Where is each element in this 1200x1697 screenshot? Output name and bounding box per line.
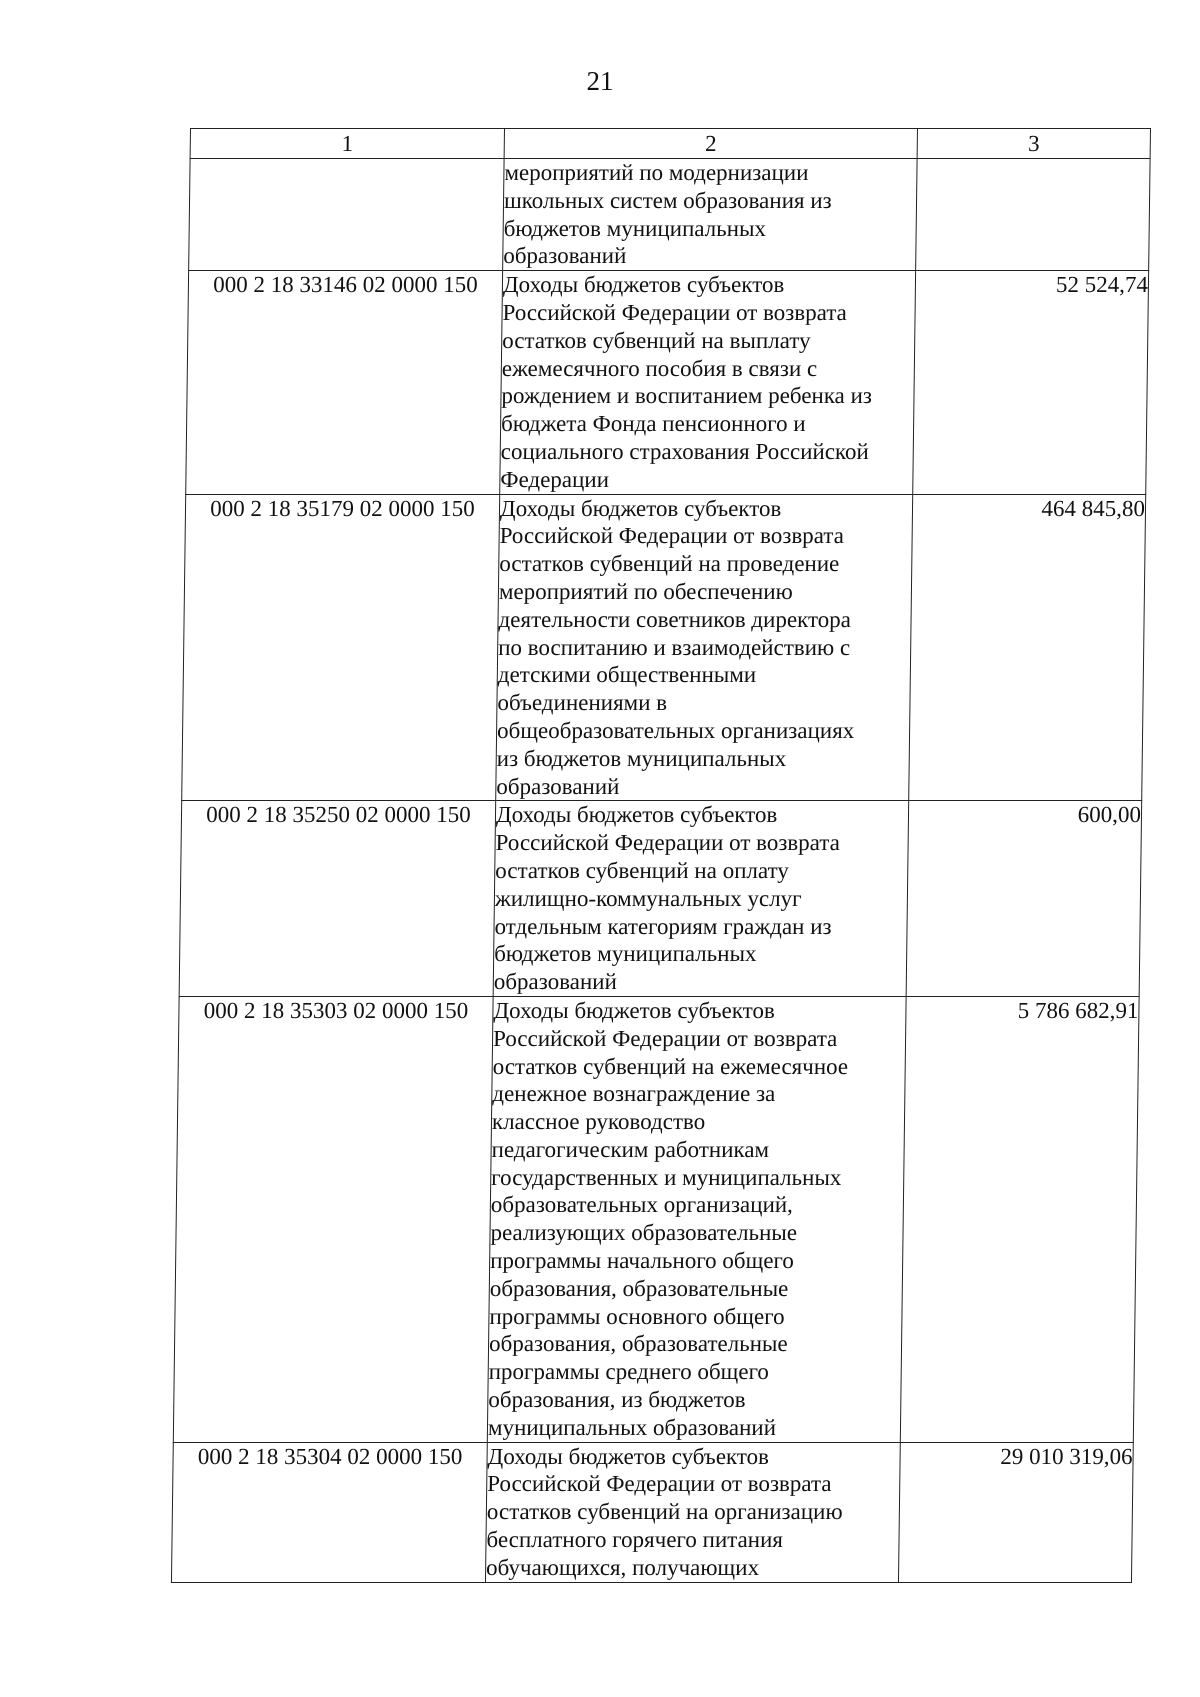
row-amount: 52 524,74 (913, 271, 1149, 494)
table-row (186, 271, 1149, 494)
description-line: педагогическим работникам (491, 1136, 770, 1162)
row-description (500, 271, 916, 494)
description-line: образования, образовательные (489, 1275, 789, 1301)
description-line: детскими общественными (497, 662, 757, 688)
description-line: обучающихся, получающих (485, 1554, 760, 1580)
description-line: Российской Федерации от возврата (499, 523, 845, 549)
row-amount: 29 010 319,06 (898, 1442, 1133, 1582)
table-body (171, 159, 1150, 1583)
description-line: Российской Федерации от возврата (502, 299, 848, 325)
description-line: деятельности советников директора (498, 606, 852, 632)
row-code: 000 2 18 35179 02 0000 150 (182, 494, 500, 801)
description-line: образовательных организаций, (490, 1192, 794, 1218)
description-line: жилищно-коммунальных услуг (494, 885, 802, 911)
description-line: бюджетов муниципальных (494, 941, 757, 967)
description-line: образований (496, 773, 620, 799)
description-line: Федерации (500, 466, 610, 492)
row-code: 000 2 18 35304 02 0000 150 (171, 1442, 487, 1582)
description-line: остатков субвенций на ежемесячное (492, 1053, 849, 1079)
description-line: остатков субвенций на организацию (486, 1499, 843, 1525)
row-description (485, 1442, 900, 1582)
row-code: 000 2 18 35303 02 0000 150 (173, 996, 493, 1442)
row-amount: 464 845,80 (909, 494, 1146, 801)
document-sheet (171, 128, 1150, 1583)
description-line: образований (493, 969, 618, 995)
description-line: денежное вознаграждение за (492, 1081, 776, 1107)
table-header-row (190, 129, 1150, 159)
description-line: Доходы бюджетов субъектов (487, 1443, 770, 1469)
description-line: образований (503, 243, 627, 269)
description-line: школьных систем образования из (503, 187, 832, 213)
description-line: объединениями в (497, 690, 668, 716)
row-description (503, 159, 917, 271)
description-line: программы среднего общего (488, 1359, 770, 1385)
description-line: из бюджетов муниципальных (496, 745, 787, 771)
description-line: рождением и воспитанием ребенка из (501, 383, 873, 409)
row-code: 000 2 18 33146 02 0000 150 (186, 271, 503, 494)
description-line: остатков субвенций на выплату (502, 327, 811, 353)
description-line: мероприятий по обеспечению (498, 578, 793, 604)
description-line: реализующих образовательные (490, 1220, 798, 1246)
description-line: ежемесячного пособия в связи с (501, 355, 818, 381)
row-description (496, 494, 913, 801)
revenue-table (171, 128, 1151, 1583)
row-amount: 5 786 682,91 (900, 996, 1139, 1442)
description-line: Российской Федерации от возврата (487, 1471, 832, 1497)
row-amount (916, 159, 1150, 271)
row-description (487, 996, 906, 1442)
description-line: программы начального общего (490, 1248, 795, 1274)
description-line: остатков субвенций на проведение (499, 551, 840, 577)
description-line: муниципальных образований (487, 1414, 777, 1440)
description-line: общеобразовательных организациях (496, 717, 855, 743)
description-line: остатков субвенций на оплату (495, 857, 789, 883)
description-line: классное руководство (491, 1109, 706, 1135)
description-line: Российской Федерации от возврата (492, 1025, 838, 1051)
row-amount: 600,00 (906, 801, 1142, 997)
description-line: образования, образовательные (488, 1331, 788, 1357)
description-line: по воспитанию и взаимодействию с (498, 634, 851, 660)
description-line: программы основного общего (489, 1303, 785, 1329)
table-row (182, 494, 1146, 801)
table-row (171, 1442, 1133, 1582)
row-code (189, 159, 504, 271)
page-number: 21 (586, 66, 614, 96)
column-header-1: 1 (190, 129, 504, 159)
description-line: социального страхования Российской (500, 438, 869, 464)
description-line: мероприятий по модернизации (504, 160, 809, 185)
description-line: Доходы бюджетов субъектов (493, 997, 775, 1023)
table-row (179, 801, 1142, 997)
description-line: бесплатного горячего питания (486, 1527, 784, 1553)
column-header-2: 2 (504, 129, 917, 159)
table-row-continuation (189, 159, 1150, 271)
description-line: отдельным категориям граждан из (494, 913, 832, 939)
column-header-3: 3 (917, 129, 1150, 159)
description-line: образования, из бюджетов (488, 1387, 746, 1413)
description-line: бюджета Фонда пенсионного и (500, 411, 806, 437)
description-line: государственных и муниципальных (491, 1164, 842, 1190)
row-description (493, 801, 909, 997)
row-code: 000 2 18 35250 02 0000 150 (179, 801, 496, 997)
description-line: Российской Федерации от возврата (495, 830, 841, 856)
description-line: Доходы бюджетов субъектов (499, 495, 782, 521)
description-line: Доходы бюджетов субъектов (502, 272, 785, 298)
description-line: бюджетов муниципальных (503, 215, 767, 241)
table-row (173, 996, 1139, 1442)
description-line: Доходы бюджетов субъектов (495, 802, 778, 828)
